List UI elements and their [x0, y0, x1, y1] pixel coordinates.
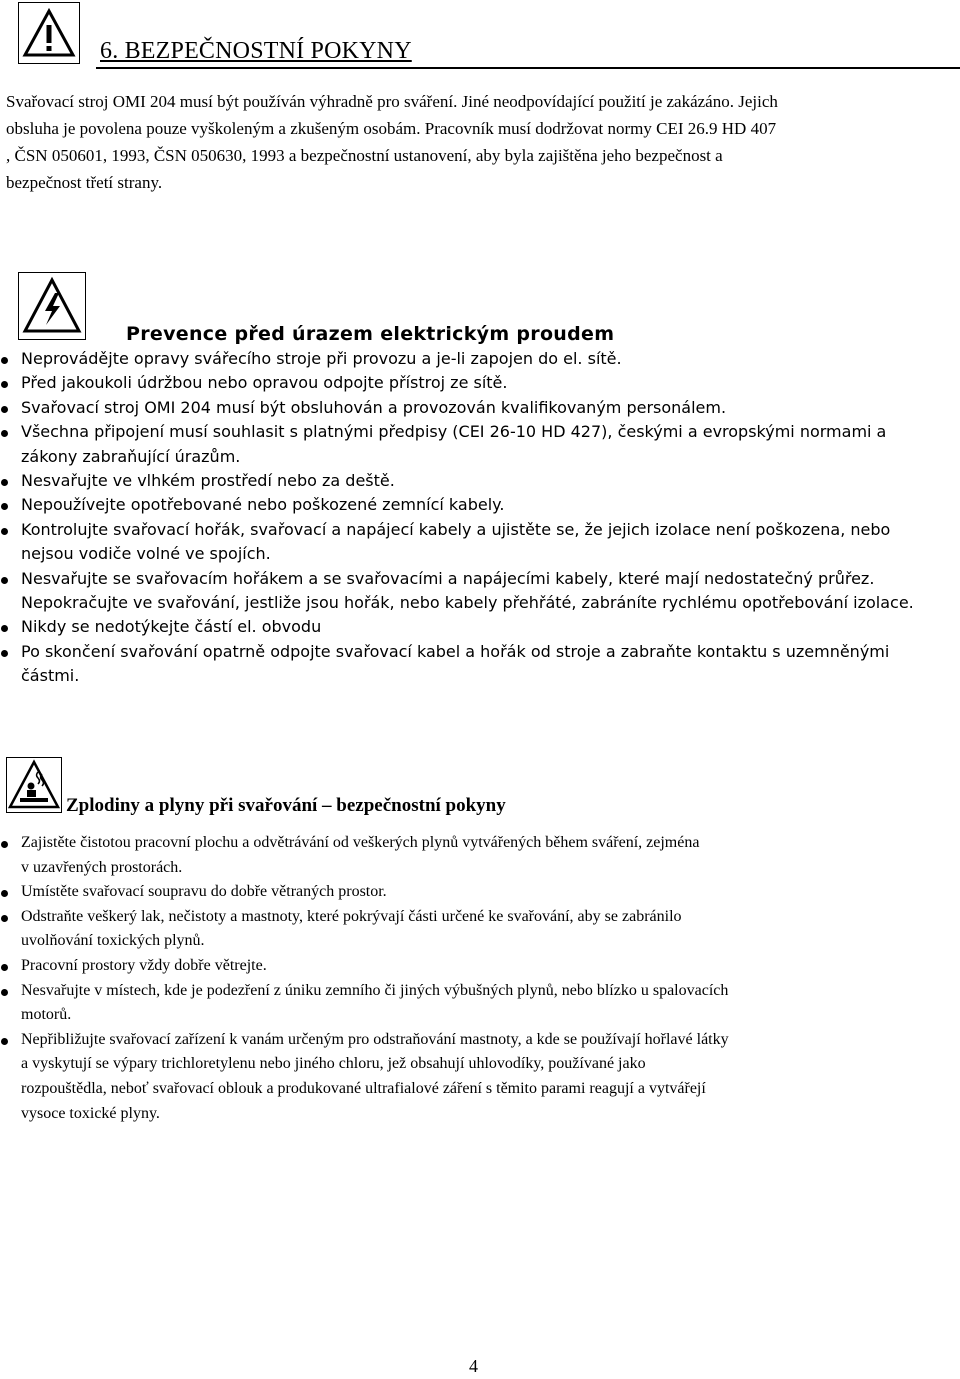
list-item-line: Nesvařujte ve vlhkém prostředí nebo za deště.	[21, 471, 395, 491]
intro-line: , ČSN 050601, 1993, ČSN 050630, 1993 a bezpečnostní ustanovení, aby byla zajištěna jeho bezpečnost a	[6, 146, 723, 165]
page-title: 6. BEZPEČNOSTNÍ POKYNY	[100, 38, 412, 64]
list-item-line: Všechna připojení musí souhlasit s platnými předpisy (CEI 26-10 HD 427), českými a evropskými normami a	[21, 422, 887, 442]
bullet-icon	[1, 625, 8, 632]
intro-line: obsluha je povolena pouze vyškoleným a zkušeným osobám. Pracovník musí dodržovat normy CEI 26.9 HD 407	[6, 119, 777, 138]
bullet-icon	[1, 841, 8, 848]
toxic-fumes-icon	[6, 757, 62, 813]
list-item-line: a vyskytují se výpary trichloretylenu nebo jiného chloru, jež obsahují uhlovodíky, používané jako	[21, 1055, 646, 1073]
list-item	[0, 420, 950, 469]
list-item	[0, 396, 950, 420]
list-item	[0, 518, 950, 567]
list-item	[0, 640, 950, 689]
page-number: 4	[469, 1356, 478, 1376]
list-item-line: Po skončení svařování opatrně odpojte svařovací kabel a hořák od stroje a zabraňte kontaktu s uzemněnými	[21, 641, 890, 661]
bullet-icon	[1, 406, 8, 413]
list-item-line: Odstraňte veškerý lak, nečistoty a mastnoty, které pokrývají části určené ke svařování, aby se zabránilo	[21, 907, 682, 925]
list-item-line: nejsou vodiče volné ve spojích.	[21, 544, 271, 564]
list-item	[0, 469, 950, 493]
bullet-icon	[1, 528, 8, 535]
list-item	[0, 880, 950, 905]
list-item-line: Před jakoukoli údržbou nebo opravou odpojte přístroj ze sítě.	[21, 373, 508, 393]
list-item-line: Pracovní prostory vždy dobře větrejte.	[21, 956, 267, 974]
bullet-icon	[1, 479, 8, 486]
bullet-icon	[1, 577, 8, 584]
warning-triangle-icon	[18, 2, 80, 64]
list-item	[0, 615, 950, 639]
list-item-line: rozpouštědla, neboť svařovací oblouk a produkované ultrafialové záření s těmito parami reagují a vytvářejí	[21, 1079, 706, 1097]
bullet-icon	[1, 430, 8, 437]
intro-line: bezpečnost třetí strany.	[6, 173, 163, 192]
bullet-icon	[1, 1038, 8, 1045]
bullet-icon	[1, 915, 8, 922]
list-item-line: částmi.	[21, 666, 80, 686]
bullet-icon	[1, 381, 8, 388]
list-item-line: zákony zabraňující úrazům.	[21, 446, 241, 466]
list-item-line: Zajistěte čistotou pracovní plochu a odvětrávání od veškerých plynů vytvářených během sváření, zejména	[21, 834, 700, 851]
title-rule	[96, 67, 960, 69]
list-item-line: vysoce toxické plyny.	[21, 1104, 160, 1122]
list-item	[0, 1028, 950, 1126]
section-title-electrical: Prevence před úrazem elektrickým proudem	[126, 323, 615, 345]
list-item-line: Nesvařujte se svařovacím hořákem a se svařovacími a napájecími kabely, které mají nedostatečný průřez.	[21, 568, 875, 588]
intro-line: Svařovací stroj OMI 204 musí být používán výhradně pro sváření. Jiné neodpovídající použití je zakázáno. Jejich	[6, 92, 778, 111]
list-item	[0, 979, 950, 1028]
list-item-line: uvolňování toxických plynů.	[21, 932, 205, 950]
bullet-icon	[1, 964, 8, 971]
list-item-line: Nepokračujte ve svařování, jestliže jsou hořák, nebo kabely přehřáté, zabráníte rychlému opotřebování izolace.	[21, 593, 914, 613]
list-item-line: v uzavřených prostorách.	[21, 858, 183, 876]
list-item	[0, 493, 950, 517]
bullet-icon	[1, 989, 8, 996]
list-item-line: Nepřibližujte svařovací zařízení k vanám určeným pro odstraňování mastnoty, a kde se používají hořlavé látky	[21, 1030, 729, 1048]
section-title-fumes: Zplodiny a plyny při svařování – bezpečnostní pokyny	[66, 795, 506, 816]
fumes-safety-list	[0, 831, 950, 1126]
bullet-icon	[1, 650, 8, 657]
list-item	[0, 347, 950, 371]
list-item	[0, 567, 950, 616]
intro-paragraph	[6, 88, 946, 196]
list-item-line: Neprovádějte opravy svářecího stroje při provozu a je-li zapojen do el. sítě.	[21, 349, 622, 368]
electrical-safety-list	[0, 347, 950, 689]
bullet-icon	[1, 503, 8, 510]
list-item	[0, 905, 950, 954]
list-item-line: Nepoužívejte opotřebované nebo poškozené zemnící kabely.	[21, 495, 505, 515]
list-item-line: Umístěte svařovací soupravu do dobře větraných prostor.	[21, 883, 387, 901]
high-voltage-icon	[18, 272, 86, 340]
list-item	[0, 954, 950, 979]
list-item-line: Kontrolujte svařovací hořák, svařovací a napájecí kabely a ujistěte se, že jejich izolace není poškozena, nebo	[21, 519, 891, 539]
list-item-line: Nesvařujte v místech, kde je podezření z úniku zemního či jiných výbušných plynů, nebo blízko u spalovacích	[21, 981, 729, 999]
list-item-line: Nikdy se nedotýkejte částí el. obvodu	[21, 617, 322, 637]
list-item	[0, 831, 950, 880]
list-item-line: Svařovací stroj OMI 204 musí být obsluhován a provozován kvalifikovaným personálem.	[21, 397, 727, 417]
bullet-icon	[1, 890, 8, 897]
list-item	[0, 371, 950, 395]
list-item-line: motorů.	[21, 1006, 72, 1024]
bullet-icon	[1, 357, 8, 364]
